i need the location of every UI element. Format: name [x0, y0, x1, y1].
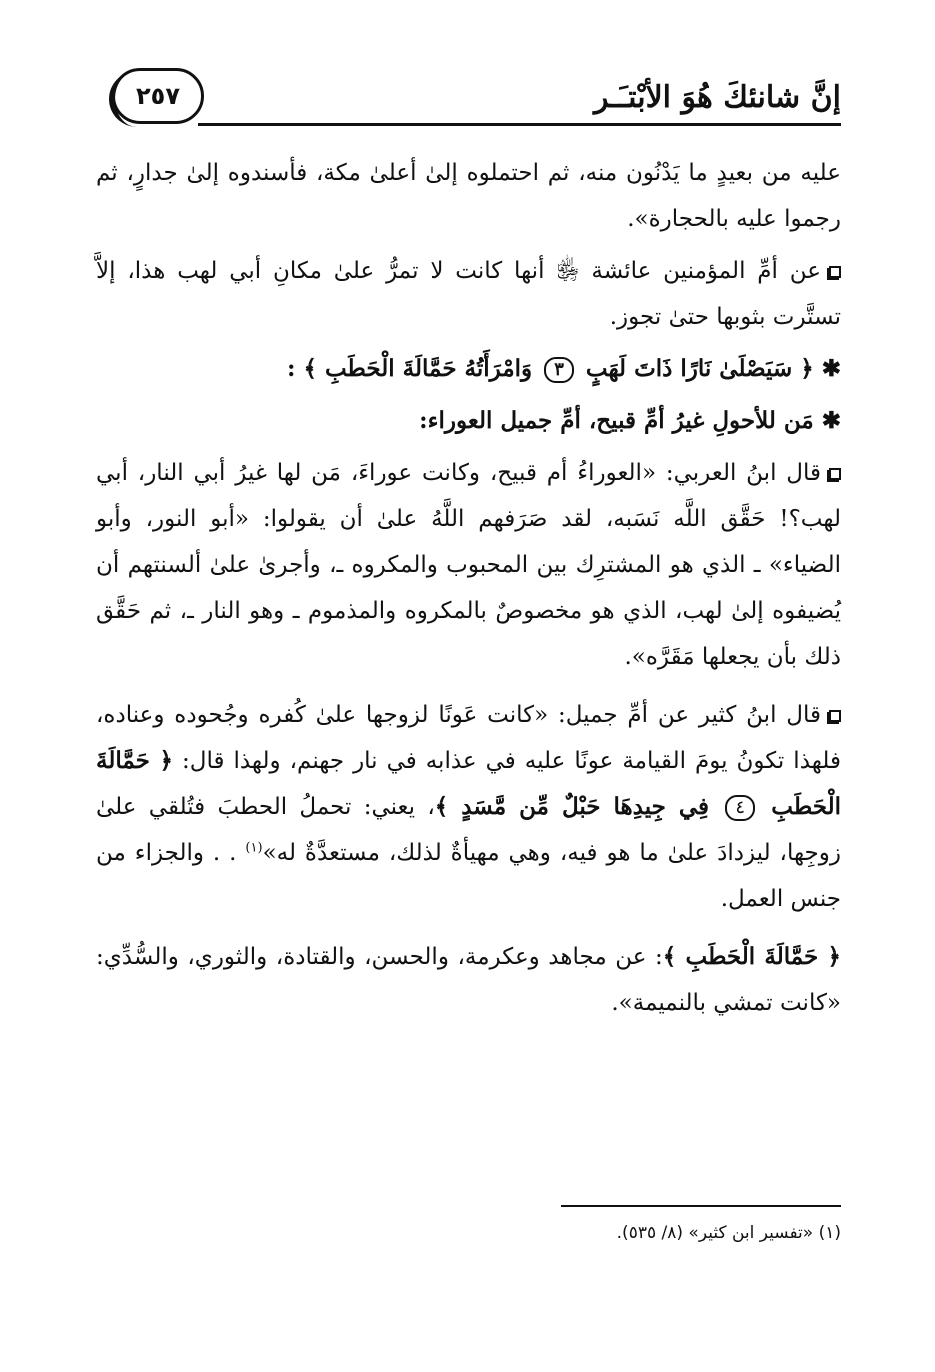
page-number-text: ٢٥٧ [136, 82, 180, 110]
verse-heading [96, 346, 841, 392]
paragraph-text: قال ابنُ كثير عن أمِّ جميل: «كانت عَونًا لزوجها علىٰ كُفره وجُحوده وعناده، فلهذا تكونُ يومَ القيامة عونًا عليه في عذابه في نار جهنم، ولهذا قال: [96, 702, 841, 774]
paragraph [96, 450, 841, 680]
running-title: إنَّ شانئكَ هُوَ الأبْتـَـر [594, 80, 841, 115]
paragraph [96, 150, 841, 242]
page-header [108, 66, 841, 128]
verse-text: ﴿ حَمَّالَةَ الْحَطَبِ ﴾ [662, 943, 841, 970]
header-divider [198, 123, 841, 126]
footnote-reference[interactable]: (١) [245, 840, 263, 856]
verse-text: فِي جِيدِهَا حَبْلٌ مِّن مَّسَدٍ ﴾ [434, 793, 710, 820]
ayah-number-marker: ٤ [725, 795, 755, 821]
footnote-divider [561, 1205, 841, 1207]
paragraph-text: : عن مجاهد وعكرمة، والحسن، والقتادة، والثوري، والسُّدِّي: «كانت تمشي بالنميمة». [96, 944, 841, 1016]
heading-text: مَن للأحولِ غيرُ أمِّ قبيح، أمِّ جميل العوراء: [419, 407, 814, 434]
square-bullet-icon [829, 710, 841, 722]
paragraph [96, 248, 841, 340]
footnote: (١) «تفسير ابن كثير» (٨/ ٥٣٥). [616, 1223, 841, 1243]
verse-text: وَامْرَأَتُهُ حَمَّالَةَ الْحَطَبِ ﴾ : [286, 355, 533, 382]
main-text [96, 150, 841, 1038]
paragraph-text: قال ابنُ العربي: «العوراءُ أم قبيح، وكانت عوراءَ، مَن لها غيرُ أبي النار، أبي لهب؟! حَقَّق اللَّه نَسَبه، لقد صَرَفهم اللَّهُ علىٰ أن يقولوا: «أبو النور، وأبو الضياء» ـ الذي هو المشترِك بين المحبوب والمكروه ـ، وأجرىٰ علىٰ ألسنتهم أن يُضيفوه إلىٰ لهب، الذي هو مخصوصٌ بالمكروه والمذموم ـ وهو النار ـ، ثم حَقَّق ذلك بأن يجعلها مَقَرَّه». [96, 460, 841, 670]
asterisk-icon: ✱ [821, 407, 841, 434]
verse-text: ﴿ سَيَصْلَىٰ نَارًا ذَاتَ لَهَبٍ [585, 355, 814, 382]
paragraph [96, 934, 841, 1026]
paragraph-text: ، يعني: تحملُ الحطبَ فتُلقي علىٰ زوجِها، ليزدادَ علىٰ ما هو فيه، وهي مهيأةٌ لذلك، مستعدَّةٌ له» [96, 794, 841, 866]
paragraph [96, 692, 841, 922]
section-heading [96, 398, 841, 444]
verse-text: ﴿ حَمَّالَةَ الْحَطَبِ [96, 747, 841, 820]
paragraph-text: . . والجزاء من جنس العمل. [96, 840, 841, 912]
asterisk-icon: ✱ [821, 355, 841, 382]
page-number [112, 68, 204, 124]
paragraph-text: عن أمِّ المؤمنين عائشة ﵂ أنها كانت لا تمرُّ علىٰ مكانِ أبي لهب هذا، إلاَّ تستَّرت بثوبها حتىٰ تجوز. [96, 258, 841, 330]
square-bullet-icon [829, 468, 841, 480]
ayah-number-marker: ٣ [544, 357, 574, 383]
badge-ornament-icon [109, 71, 139, 127]
square-bullet-icon [829, 266, 841, 278]
paragraph-text: عليه من بعيدٍ ما يَدْنُون منه، ثم احتملوه إلىٰ أعلىٰ مكة، فأسندوه إلىٰ جدارٍ، ثم رجموا عليه بالحجارة». [96, 160, 841, 232]
